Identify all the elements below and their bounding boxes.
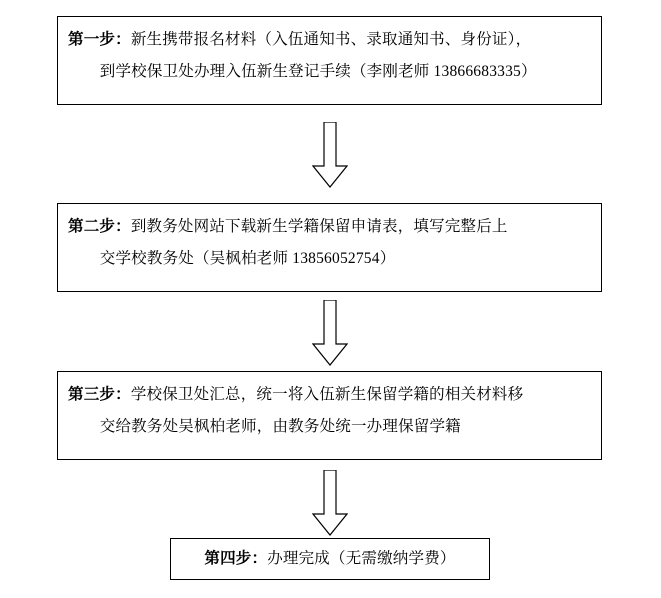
flow-step-3-line2: 交给教务处吴枫柏老师，由教务处统一办理保留学籍 bbox=[99, 417, 461, 435]
flow-step-1-label: 第一步： bbox=[68, 31, 131, 48]
arrow-down-1-icon bbox=[312, 122, 348, 188]
flow-step-3-label: 第三步： bbox=[68, 386, 131, 403]
flow-step-2-line2: 交学校教务处（吴枫柏老师 13856052754） bbox=[99, 249, 396, 267]
flow-step-3-text1: 学校保卫处汇总，统一将入伍新生保留学籍的相关材料移 bbox=[130, 386, 524, 403]
flow-step-3-line1 bbox=[68, 379, 591, 411]
arrow-down-2-icon bbox=[312, 300, 348, 366]
flow-step-3 bbox=[57, 371, 602, 460]
flow-step-2-label: 第二步： bbox=[68, 218, 131, 235]
flow-step-4 bbox=[170, 538, 490, 580]
arrow-down-3-icon bbox=[312, 470, 348, 536]
flow-step-2-text1: 到教务处网站下载新生学籍保留申请表，填写完整后上 bbox=[130, 218, 508, 235]
flow-step-2-line1 bbox=[68, 211, 591, 243]
flow-step-4-label: 第四步： bbox=[204, 550, 268, 568]
flow-step-1-line2: 到学校保卫处办理入伍新生登记手续（李刚老师 13866683335） bbox=[99, 62, 537, 80]
flow-step-4-text1: 办理完成（无需缴纳学费） bbox=[267, 550, 456, 568]
flow-step-4-line1 bbox=[204, 543, 455, 575]
flow-step-1-line1 bbox=[68, 24, 591, 56]
flow-step-2 bbox=[57, 203, 602, 292]
flow-step-1-text1: 新生携带报名材料（入伍通知书、录取通知书、身份证）， bbox=[130, 31, 532, 48]
flow-step-1 bbox=[57, 16, 602, 105]
